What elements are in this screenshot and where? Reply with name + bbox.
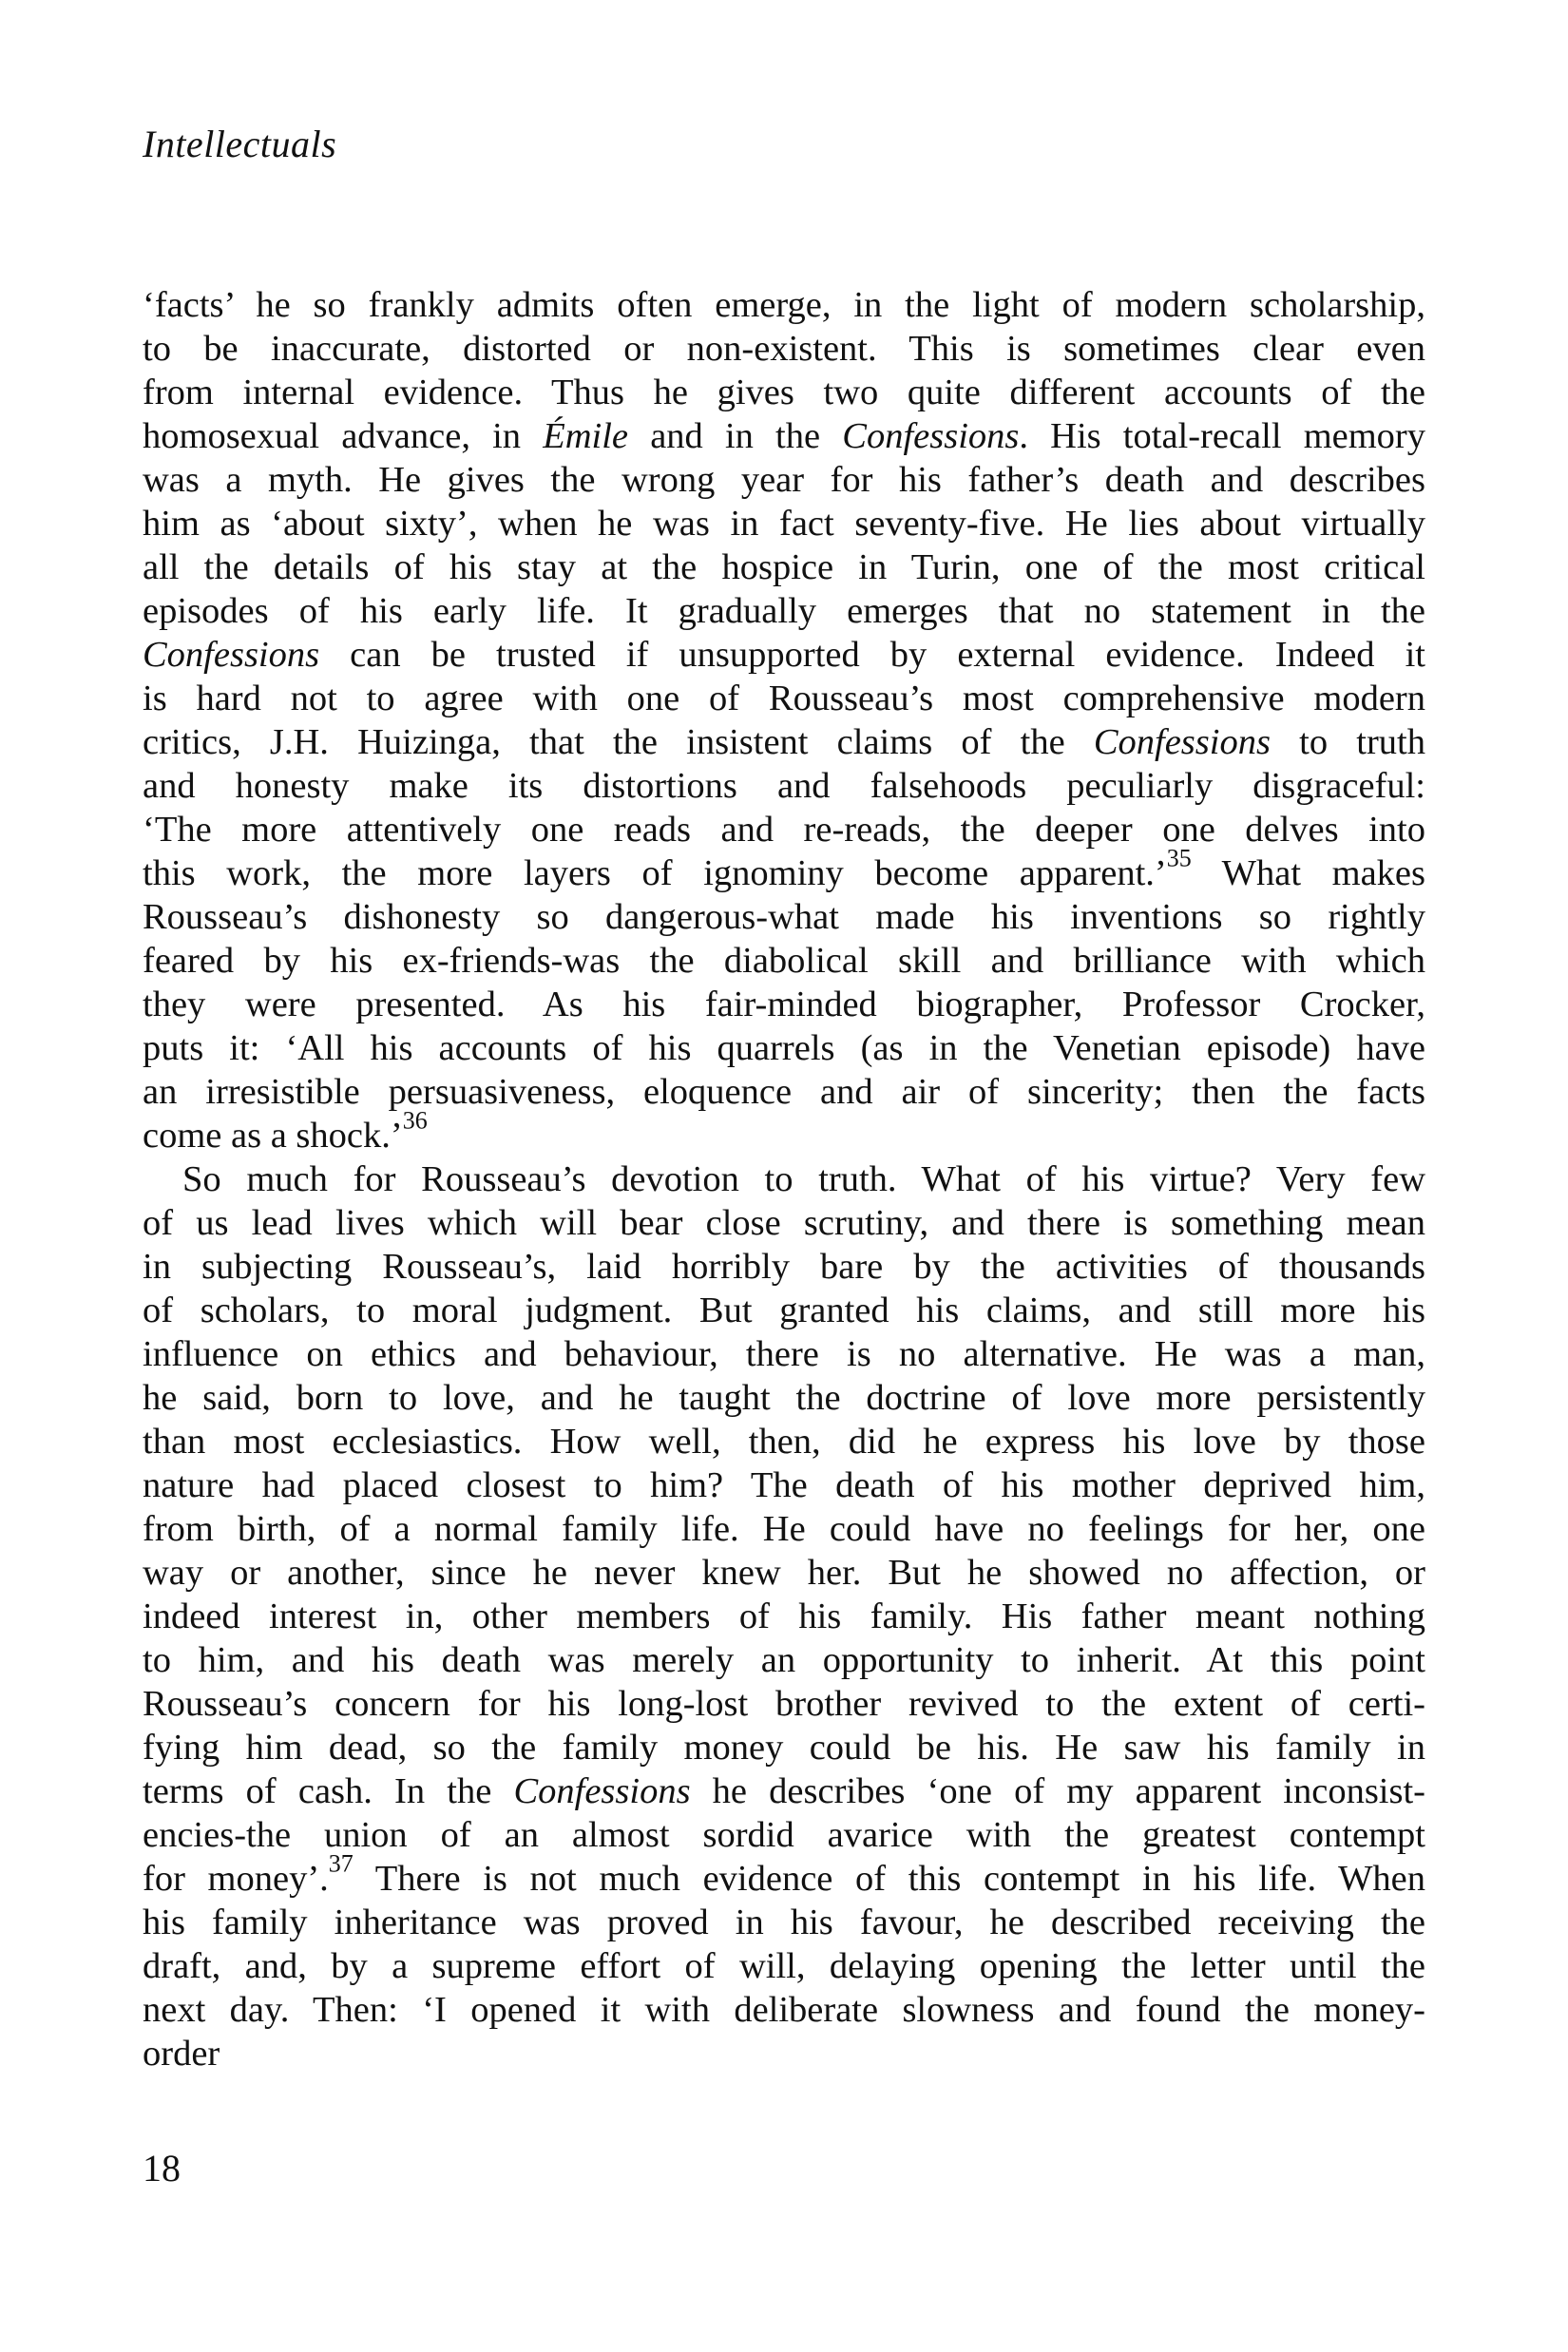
text-run: homosexual advance, in: [143, 416, 544, 456]
text-line: [143, 327, 1425, 371]
text-run: feared by his ex-friends-was the diabolical skill and brilliance with which: [143, 941, 1425, 981]
text-line: [143, 720, 1425, 764]
footnote-marker: 37: [328, 1849, 354, 1878]
text-run: and in the: [628, 416, 843, 456]
text-run: is hard not to agree with one of Rousseau’s most comprehensive modern: [143, 679, 1425, 718]
text-run: come as a shock.’: [143, 1116, 403, 1156]
text-line: [143, 1157, 1425, 1201]
text-run: influence on ethics and behaviour, there is no alternative. He was a man,: [143, 1334, 1425, 1374]
text-run: next day. Then: ‘I opened it with deliberate slowness and found the money-: [143, 1990, 1425, 2030]
text-line: [143, 1289, 1425, 1332]
text-run: to be inaccurate, distorted or non-existent. This is sometimes clear even: [143, 329, 1425, 369]
text-line: [143, 895, 1425, 939]
text-run: What makes: [1191, 853, 1425, 893]
text-run: draft, and, by a supreme effort of will, delaying opening the letter until the: [143, 1946, 1425, 1986]
text-line: [143, 939, 1425, 983]
text-run: this work, the more layers of ignominy become apparent.’: [143, 853, 1167, 893]
text-run: and honesty make its distortions and falsehoods peculiarly disgraceful:: [143, 766, 1425, 806]
text-line: [143, 677, 1425, 720]
italic-title: Confessions: [513, 1771, 691, 1811]
text-line: [143, 1201, 1425, 1245]
text-run: puts it: ‘All his accounts of his quarrels (as in the Venetian episode) have: [143, 1028, 1425, 1068]
text-line: [143, 1026, 1425, 1070]
text-run: episodes of his early life. It gradually emerges that no statement in the: [143, 591, 1425, 631]
text-run: ‘The more attentively one reads and re-reads, the deeper one delves into: [143, 810, 1425, 850]
text-line: [143, 1332, 1425, 1376]
text-run: Rousseau’s dishonesty so dangerous-what made his inventions so rightly: [143, 897, 1425, 937]
text-run: indeed interest in, other members of his family. His father meant nothing: [143, 1597, 1425, 1636]
text-run: terms of cash. In the: [143, 1771, 514, 1811]
italic-title: Émile: [543, 416, 629, 456]
text-run: he describes ‘one of my apparent inconsist-: [690, 1771, 1426, 1811]
italic-title: Confessions: [1093, 722, 1271, 762]
footnote-marker: 36: [402, 1106, 428, 1135]
text-run: So much for Rousseau’s devotion to truth. What of his virtue? Very few: [182, 1159, 1425, 1199]
text-run: all the details of his stay at the hospice in Turin, one of the most critical: [143, 547, 1425, 587]
text-run: of us lead lives which will bear close scrutiny, and there is something mean: [143, 1203, 1425, 1243]
text-line: [143, 545, 1425, 589]
text-line: [143, 589, 1425, 633]
text-line: [143, 1463, 1425, 1507]
text-line: [143, 1769, 1425, 1813]
text-run: than most ecclesiastics. How well, then, did he express his love by those: [143, 1422, 1425, 1462]
text-line: [143, 1726, 1425, 1769]
italic-title: Confessions: [143, 635, 320, 675]
text-line: [143, 1507, 1425, 1551]
text-run: an irresistible persuasiveness, eloquence and air of sincerity; then the facts: [143, 1072, 1425, 1112]
text-run: to truth: [1270, 722, 1425, 762]
text-line: [143, 1420, 1425, 1463]
text-run: nature had placed closest to him? The death of his mother deprived him,: [143, 1465, 1425, 1505]
text-run: to him, and his death was merely an opportunity to inherit. At this point: [143, 1640, 1425, 1680]
text-line: [143, 414, 1425, 458]
text-run: from birth, of a normal family life. He could have no feelings for her, one: [143, 1509, 1425, 1549]
text-run: critics, J.H. Huizinga, that the insistent claims of the: [143, 722, 1094, 762]
text-run: of scholars, to moral judgment. But granted his claims, and still more his: [143, 1291, 1425, 1330]
text-line: [143, 633, 1425, 677]
text-line: [143, 1849, 1426, 1901]
text-line: [143, 371, 1425, 414]
text-line: [143, 502, 1425, 545]
text-line: [143, 1070, 1425, 1114]
text-run: way or another, since he never knew her. But he showed no affection, or: [143, 1553, 1425, 1593]
text-line: [143, 1988, 1425, 2032]
text-run: can be trusted if unsupported by external evidence. Indeed it: [319, 635, 1425, 675]
text-run: him as ‘about sixty’, when he was in fact seventy-five. He lies about virtually: [143, 504, 1425, 544]
text-line: [143, 764, 1425, 808]
text-run: his family inheritance was proved in his favour, he described receiving the: [143, 1903, 1425, 1942]
text-run: encies-the union of an almost sordid avarice with the greatest contempt: [143, 1815, 1425, 1855]
text-run: from internal evidence. Thus he gives two quite different accounts of the: [143, 373, 1425, 412]
text-run: for money’.: [143, 1859, 329, 1899]
running-header: Intellectuals: [143, 123, 337, 165]
text-line: [143, 1595, 1425, 1638]
text-line: [143, 1682, 1425, 1726]
text-line: [143, 1638, 1425, 1682]
page-number: 18: [143, 2147, 181, 2189]
text-line: [143, 1245, 1425, 1289]
text-line: [143, 2032, 1425, 2075]
text-line: [143, 283, 1425, 327]
body-text: [143, 283, 1425, 2075]
footnote-marker: 35: [1166, 844, 1192, 872]
text-line: [143, 1901, 1425, 1944]
text-line: [143, 458, 1425, 502]
text-line: [143, 1376, 1425, 1420]
text-line: [143, 1551, 1425, 1595]
text-line: [143, 1106, 1425, 1157]
text-run: fying him dead, so the family money could be his. He saw his family in: [143, 1728, 1425, 1768]
text-line: [143, 844, 1425, 895]
text-run: order: [143, 2034, 220, 2074]
text-run: . His total-recall memory: [1019, 416, 1425, 456]
text-run: There is not much evidence of this contempt in his life. When: [353, 1859, 1426, 1899]
text-run: he said, born to love, and he taught the doctrine of love more persistently: [143, 1378, 1425, 1418]
text-run: Rousseau’s concern for his long-lost brother revived to the extent of certi-: [143, 1684, 1425, 1724]
italic-title: Confessions: [842, 416, 1020, 456]
text-run: in subjecting Rousseau’s, laid horribly bare by the activities of thousands: [143, 1247, 1425, 1287]
text-line: [143, 983, 1425, 1026]
text-run: ‘facts’ he so frankly admits often emerge, in the light of modern scholarship,: [143, 285, 1425, 325]
text-line: [143, 808, 1425, 851]
text-line: [143, 1944, 1425, 1988]
text-run: was a myth. He gives the wrong year for his father’s death and describes: [143, 460, 1425, 500]
text-run: they were presented. As his fair-minded biographer, Professor Crocker,: [143, 985, 1425, 1024]
